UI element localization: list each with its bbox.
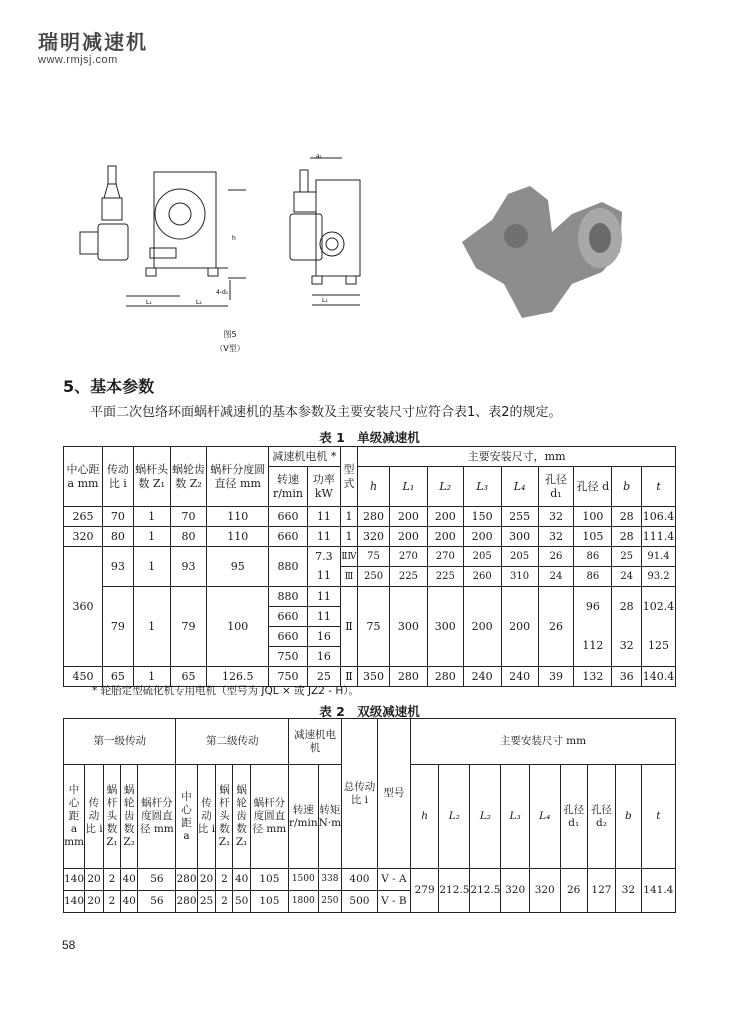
t2-h-z2b: 蜗轮齿数 Z₁ [233,765,250,869]
table-cell: 91.4 [642,547,676,567]
page-number: 58 [62,938,76,952]
table-cell: 106.4 [642,507,676,527]
t1-h-center: 中心距 a mm [64,447,103,507]
table-cell: 93 [170,547,207,587]
table-cell: 80 [102,527,133,547]
table-cell: 212.5 [470,869,501,913]
table-cell: 16 [307,627,340,647]
t1-h-ratio: 传动比 i [102,447,133,507]
t2-h-z1: 蜗杆头数 Z₁ [104,765,121,869]
table-cell: 250 [358,567,390,587]
table-cell: 93.2 [642,567,676,587]
table-cell: 93 [102,547,133,587]
table-cell: 280 [176,869,197,891]
table-cell: 28 [612,587,642,627]
table-cell: 205 [463,547,501,567]
table-cell: 300 [427,587,463,667]
table-cell: 360 [64,547,103,667]
table-cell: 20 [85,869,104,891]
table-cell: 100 [574,507,612,527]
table-cell: 95 [207,547,269,587]
table-cell: 2 [216,891,233,913]
t2-h-L2a: L₂ [439,765,470,869]
table-cell: 2 [104,869,121,891]
table-cell: 11 [307,527,340,547]
t2-h-d1: 孔径 d₁ [560,765,587,869]
table-cell: 200 [463,527,501,547]
label-side-L1: L₁ [322,297,328,304]
table-cell: Ⅲ [340,567,357,587]
table-cell: 65 [170,667,207,687]
table-cell: 79 [170,587,207,667]
table-row [64,869,676,891]
t1-h-d1: 孔径 d₁ [538,467,574,507]
logo [38,26,168,66]
reducer-photo [452,172,632,322]
logo-name: 瑞明减速机 [38,30,148,54]
table-cell: 1500 [288,869,318,891]
table-cell: 270 [427,547,463,567]
table-cell: 212.5 [439,869,470,913]
table-cell: 660 [268,507,307,527]
table-cell: 24 [612,567,642,587]
t2-h-L2b: L₂ [470,765,501,869]
t2-h-stage2: 第二级传动 [176,719,289,765]
table-cell: 265 [64,507,103,527]
table-cell: 112 [574,627,612,667]
table-cell: 2 [216,869,233,891]
table-cell: ⅡⅣ [340,547,357,567]
t1-h-speed: 转速 r/min [268,467,307,507]
table-cell: 338 [318,869,341,891]
table-cell: 250 [318,891,341,913]
table2-caption: 表 2 双级减速机 [319,704,420,719]
t1-h-worm-heads: 蜗杆头数 Z₁ [133,447,170,507]
table-cell: 750 [268,667,307,687]
table-cell: 200 [389,507,427,527]
table-cell: 20 [197,869,216,891]
table-cell: 111.4 [642,527,676,547]
table-cell: 110 [207,527,269,547]
table-cell: 1800 [288,891,318,913]
table-cell: 40 [121,869,138,891]
t1-h-worm-dia: 蜗杆分度圆直径 mm [207,447,269,507]
t1-h-d: 孔径 d [574,467,612,507]
table-cell: 280 [176,891,197,913]
table-cell: Ⅱ [340,587,357,667]
t2-h-speed: 转速 r/min [288,765,318,869]
table-cell: 50 [233,891,250,913]
reducer-front-drawing [68,160,248,320]
table-cell: 225 [427,567,463,587]
table-cell: 1 [133,587,170,667]
table-cell: 140.4 [642,667,676,687]
table-cell: 450 [64,667,103,687]
table-cell: 11 [307,507,340,527]
table-cell: 11 [307,607,340,627]
section-paragraph: 平面二次包络环面蜗杆减速机的基本参数及主要安装尺寸应符合表1、表2的规定。 [90,405,562,420]
table-cell: 320 [529,869,560,913]
table-cell: 400 [342,869,378,891]
table-cell: 300 [389,587,427,667]
table-cell: 40 [233,869,250,891]
table-cell: 26 [538,547,574,567]
table-cell: 132 [574,667,612,687]
t2-h-a2: 中心距 a [176,765,197,869]
t1-h-t: t [642,467,676,507]
table-cell: 24 [538,567,574,587]
table-cell: 65 [102,667,133,687]
t2-h-motor: 减速机电机 [288,719,341,765]
table-cell: 11 [307,587,340,607]
table-cell: 320 [64,527,103,547]
t1-h-L2: L₂ [427,467,463,507]
table-cell: 26 [538,587,574,667]
table-cell: 105 [574,527,612,547]
table-cell: 279 [410,869,438,913]
table-cell: 25 [307,667,340,687]
table-cell: 105 [250,891,288,913]
table-cell: 36 [612,667,642,687]
t2-h-L4: L₄ [529,765,560,869]
table-cell: 56 [138,891,176,913]
t2-h-dia: 蜗杆分度圆直径 mm [138,765,176,869]
t1-h-h: h [358,467,390,507]
table-cell: 1 [133,507,170,527]
table-cell: 56 [138,869,176,891]
table-cell: 26 [560,869,587,913]
table-cell: 270 [389,547,427,567]
t2-h-d2: 孔径 d₂ [587,765,615,869]
table-cell: 660 [268,527,307,547]
table-cell: V - A [377,869,410,891]
t1-h-gear-teeth: 蜗轮齿数 Z₂ [170,447,207,507]
table-cell: 1 [340,507,357,527]
t1-h-power: 功率 kW [307,467,340,507]
t2-h-dia2: 蜗杆分度圆直径 mm [250,765,288,869]
table-cell: 86 [574,547,612,567]
t2-h-a: 中心距 a mm [64,765,85,869]
table-cell: 39 [538,667,574,687]
t2-h-b: b [616,765,642,869]
table2 [63,718,676,913]
table-cell: 660 [268,607,307,627]
label-h: h [232,235,236,242]
table-cell: 320 [358,527,390,547]
t1-h-L4: L₄ [501,467,538,507]
table-cell: 80 [170,527,207,547]
table-cell: 200 [463,587,501,667]
table-cell: 11 [307,567,340,587]
t1-h-L3: L₃ [463,467,501,507]
table-cell: 32 [538,527,574,547]
table-cell: 1 [133,527,170,547]
table-cell: 225 [389,567,427,587]
table-cell: 260 [463,567,501,587]
table-cell: 280 [427,667,463,687]
table-cell: 7.3 [307,547,340,567]
table-cell: 32 [538,507,574,527]
table-cell: 200 [427,527,463,547]
table-cell: 140 [64,869,85,891]
t2-h-total: 总传动比 i [342,719,378,869]
table-cell: 28 [612,527,642,547]
t2-h-i: 传动比 i [85,765,104,869]
t1-h-b: b [612,467,642,507]
table-cell: V - B [377,891,410,913]
section-title: 5、基本参数 [63,377,155,396]
table-cell: 126.5 [207,667,269,687]
label-a1: a₁ [316,153,323,160]
label-L2: L₂ [196,299,202,306]
table-cell: 200 [501,587,538,667]
table-cell: 40 [121,891,138,913]
table-cell: 200 [427,507,463,527]
table-row [64,547,676,567]
table-cell: 880 [268,587,307,607]
table-cell: 75 [358,547,390,567]
t1-h-install: 主要安装尺寸，mm [358,447,676,467]
t1-h-L1: L₁ [389,467,427,507]
table-cell: 750 [268,647,307,667]
t1-h-motor: 减速机电机 * [268,447,340,467]
t2-h-z2: 蜗轮齿数 Z₂ [121,765,138,869]
t2-h-torque: 转矩 N·m [318,765,341,869]
table-cell: Ⅱ [340,667,357,687]
figure-number: 图5 [223,330,237,339]
table-cell: 79 [102,587,133,667]
figure-caption [200,328,260,356]
table-cell: 140 [64,891,85,913]
label-L1: L₁ [146,299,152,306]
table-cell: 102.4 [642,587,676,627]
table-cell: 255 [501,507,538,527]
table-cell: 25 [612,547,642,567]
table-cell: 70 [170,507,207,527]
table-cell: 500 [342,891,378,913]
table-cell: 100 [207,587,269,667]
t2-h-stage1: 第一级传动 [64,719,176,765]
t1-h-type: 型式 [340,447,357,507]
table-cell: 20 [85,891,104,913]
t2-h-install: 主要安装尺寸 mm [410,719,675,765]
table-cell: 96 [574,587,612,627]
table-cell: 300 [501,527,538,547]
logo-url: www.rmjsj.com [38,54,118,66]
t2-h-z1b: 蜗杆头数 Z₁ [216,765,233,869]
t2-h-L3: L₃ [501,765,529,869]
table-cell: 240 [463,667,501,687]
table-cell: 240 [501,667,538,687]
table-cell: 1 [133,667,170,687]
table-cell: 25 [197,891,216,913]
table-cell: 880 [268,547,307,587]
table-cell: 660 [268,627,307,647]
table-cell: 205 [501,547,538,567]
table-cell: 280 [358,507,390,527]
t2-h-i2: 传动比 i [197,765,216,869]
table-cell: 86 [574,567,612,587]
t2-h-model: 型号 [377,719,410,869]
table-cell: 350 [358,667,390,687]
table-row [64,587,676,607]
t2-h-t: t [641,765,675,869]
table-cell: 75 [358,587,390,667]
table-row [64,507,676,527]
t2-h-h: h [410,765,438,869]
table-cell: 310 [501,567,538,587]
table-cell: 141.4 [641,869,675,913]
table-cell: 2 [104,891,121,913]
table-cell: 127 [587,869,615,913]
table1 [63,446,676,687]
table-cell: 1 [133,547,170,587]
table-cell: 32 [612,627,642,667]
table-cell: 110 [207,507,269,527]
table1-note: * 轮胎定型硫化机专用电机（型号为 JQL × 或 JZ2 - H）。 [92,685,360,697]
table-cell: 32 [616,869,642,913]
label-4-d1: 4-d₁ [216,289,229,296]
table-cell: 16 [307,647,340,667]
reducer-side-drawing [280,150,380,315]
table-cell: 200 [389,527,427,547]
table1-caption: 表 1 单级减速机 [319,430,420,445]
table-cell: 1 [340,527,357,547]
table-row [64,527,676,547]
table-cell: 280 [389,667,427,687]
table-cell: 125 [642,627,676,667]
table-cell: 150 [463,507,501,527]
table-cell: 320 [501,869,529,913]
figure-subcaption: （V型） [215,344,245,353]
table-cell: 105 [250,869,288,891]
table-cell: 28 [612,507,642,527]
table-cell: 70 [102,507,133,527]
